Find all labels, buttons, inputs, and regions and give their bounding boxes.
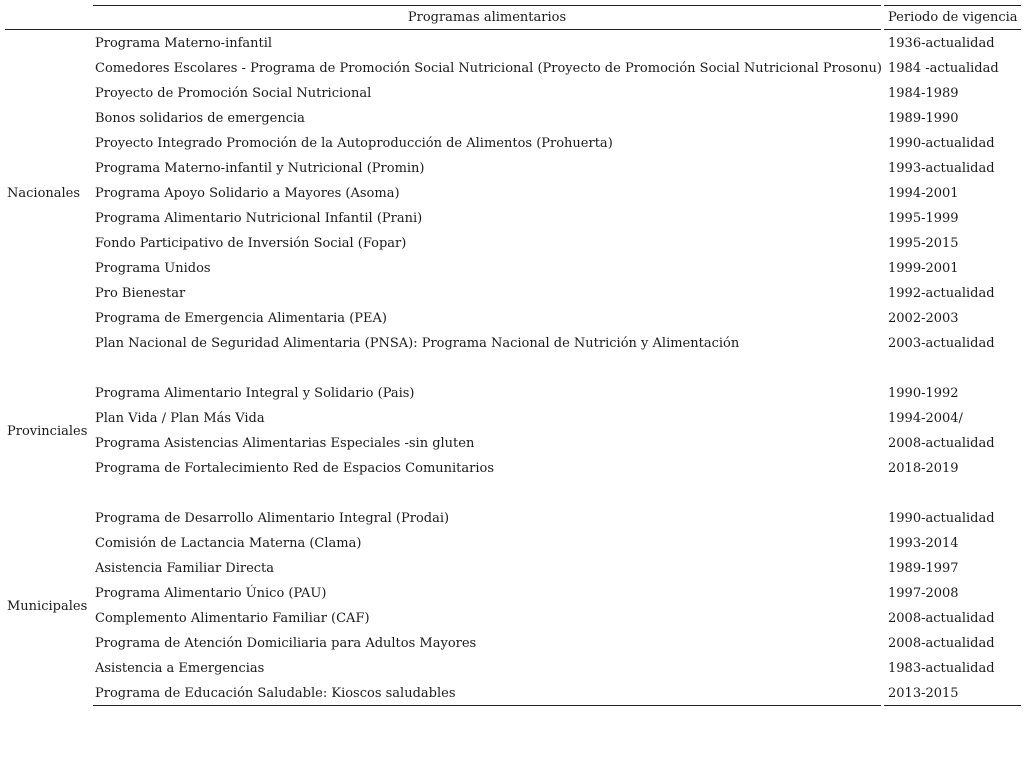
group-label-provinciales: Provinciales [7,424,88,439]
program-period: 2002-2003 [888,311,959,326]
program-name: Programa Asistencias Alimentarias Especiales -sin gluten [95,436,475,451]
table-row [0,686,1025,711]
program-period: 1993-2014 [888,536,959,551]
program-period: 1993-actualidad [888,161,995,176]
program-period: 1995-1999 [888,211,959,226]
program-name: Programa de Educación Saludable: Kioscos saludables [95,686,456,701]
program-name: Fondo Participativo de Inversión Social (Fopar) [95,236,407,251]
program-name: Comedores Escolares - Programa de Promoción Social Nutricional (Proyecto de Promoción Social Nutricional Prosonu) [95,61,883,76]
header-bottom-rule-right [884,29,1021,30]
program-name: Proyecto Integrado Promoción de la Autoproducción de Alimentos (Prohuerta) [95,136,613,151]
program-name: Programa Apoyo Solidario a Mayores (Asoma) [95,186,400,201]
program-name: Programa Alimentario Integral y Solidario (Pais) [95,386,415,401]
program-name: Plan Vida / Plan Más Vida [95,411,265,426]
table-row [0,336,1025,361]
table-bottom-rule-right [884,705,1021,706]
program-period: 2008-actualidad [888,636,995,651]
table-row [0,661,1025,686]
program-period: 1990-1992 [888,386,959,401]
program-period: 1999-2001 [888,261,959,276]
table-row [0,136,1025,161]
program-name: Programa de Fortalecimiento Red de Espacios Comunitarios [95,461,495,476]
program-period: 1995-2015 [888,236,959,251]
program-name: Programa Materno-infantil y Nutricional (Promin) [95,161,425,176]
column-header-period: Periodo de vigencia [888,10,1018,25]
program-period: 1983-actualidad [888,661,995,676]
program-period: 1994-2001 [888,186,959,201]
program-name: Programa Alimentario Nutricional Infantil (Prani) [95,211,423,226]
program-name: Programa Materno-infantil [95,36,273,51]
table-row [0,561,1025,586]
table-row [0,261,1025,286]
table-row [0,636,1025,661]
program-name: Asistencia a Emergencias [95,661,265,676]
table-row [0,86,1025,111]
table-row [0,536,1025,561]
group-label-nacionales: Nacionales [7,186,81,201]
table-row [0,111,1025,136]
program-period: 1997-2008 [888,586,959,601]
group-label-municipales: Municipales [7,599,88,614]
header-bottom-rule-left [5,29,881,30]
table-row [0,386,1025,411]
program-period: 1994-2004/ [888,411,963,426]
program-period: 2018-2019 [888,461,959,476]
program-period: 1990-actualidad [888,511,995,526]
program-period: 1992-actualidad [888,286,995,301]
table-row [0,186,1025,211]
table-row [0,311,1025,336]
column-header-programs: Programas alimentarios [407,10,567,25]
program-name: Programa Alimentario Único (PAU) [95,586,327,601]
table-row [0,511,1025,536]
table-row [0,211,1025,236]
table-row [0,36,1025,61]
table-row [0,286,1025,311]
table-bottom-rule-left [93,705,881,706]
program-period: 1989-1990 [888,111,959,126]
program-name: Asistencia Familiar Directa [95,561,275,576]
program-name: Proyecto de Promoción Social Nutricional [95,86,372,101]
program-name: Complemento Alimentario Familiar (CAF) [95,611,370,626]
program-name: Programa de Atención Domiciliaria para Adultos Mayores [95,636,477,651]
program-name: Pro Bienestar [95,286,186,301]
program-period: 1989-1997 [888,561,959,576]
table-row [0,61,1025,86]
program-period: 2008-actualidad [888,436,995,451]
program-period: 1936-actualidad [888,36,995,51]
program-period: 2008-actualidad [888,611,995,626]
table-row [0,411,1025,436]
program-period: 1990-actualidad [888,136,995,151]
program-name: Programa de Desarrollo Alimentario Integral (Prodai) [95,511,450,526]
program-period: 2013-2015 [888,686,959,701]
table-row [0,586,1025,611]
table-row [0,236,1025,261]
program-period: 1984 -actualidad [888,61,999,76]
program-name: Bonos solidarios de emergencia [95,111,305,126]
program-name: Programa Unidos [95,261,211,276]
program-name: Comisión de Lactancia Materna (Clama) [95,536,362,551]
table-row [0,461,1025,486]
table-row [0,161,1025,186]
program-name: Plan Nacional de Seguridad Alimentaria (PNSA): Programa Nacional de Nutrición y Alimentación [95,336,740,351]
program-period: 2003-actualidad [888,336,995,351]
table-row [0,611,1025,636]
program-period: 1984-1989 [888,86,959,101]
header-top-rule-left [93,5,881,6]
program-name: Programa de Emergencia Alimentaria (PEA) [95,311,387,326]
table-row [0,436,1025,461]
header-top-rule-right [884,5,1021,6]
